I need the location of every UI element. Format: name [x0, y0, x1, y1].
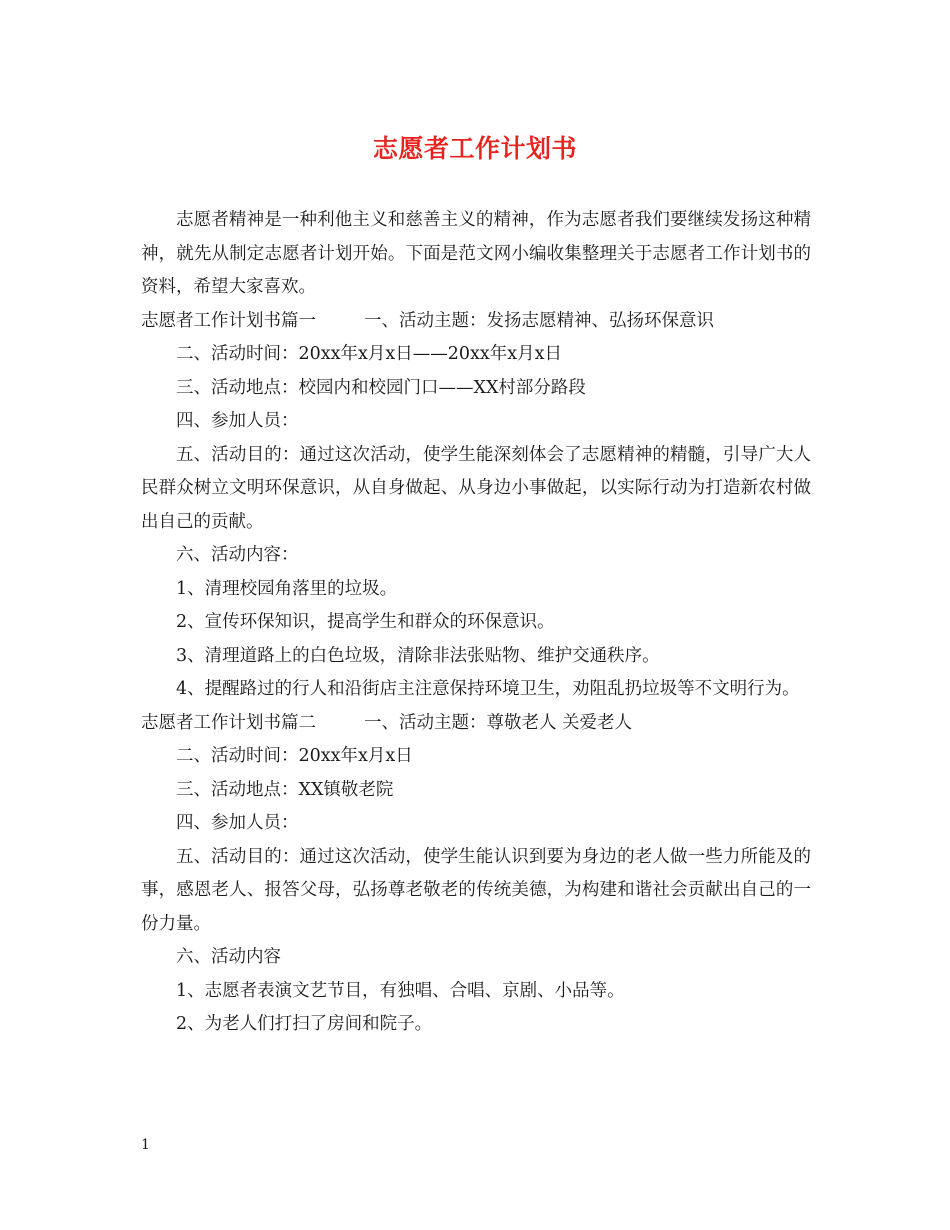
section2-place: 三、活动地点：XX镇敬老院 — [176, 779, 394, 800]
section1-item: 4、提醒路过的行人和沿街店主注意保持环境卫生，劝阻乱扔垃圾等不文明行为。 — [176, 679, 800, 699]
section2-heading: 志愿者工作计划书篇二 — [141, 712, 316, 733]
section1-heading-line — [141, 305, 811, 339]
section2-people: 四、参加人员： — [176, 813, 299, 833]
section2-theme: 一、活动主题：尊敬老人 关爱老人 — [364, 712, 633, 733]
section2-purpose: 五、活动目的：通过这次活动，使学生能认识到要为身边的老人做一些力所能及的事，感恩老人、报答父母，弘扬尊老敬老的传统美德，为构建和谐社会贡献出自己的一份力量。 — [141, 846, 811, 934]
section2-content-title: 六、活动内容 — [176, 947, 281, 967]
document-body — [141, 204, 811, 1042]
document-title: 志愿者工作计划书 — [372, 134, 577, 163]
section1-place: 三、活动地点：校园内和校园门口——XX村部分路段 — [176, 377, 586, 398]
section1-time: 二、活动时间：20xx年x月x日——20xx年x月x日 — [176, 344, 562, 364]
section1-item: 2、宣传环保知识，提高学生和群众的环保意识。 — [176, 612, 555, 632]
section2-item: 1、志愿者表演文艺节目，有独唱、合唱、京剧、小品等。 — [176, 980, 625, 1001]
section1-heading: 志愿者工作计划书篇一 — [141, 310, 316, 331]
section2-heading-line — [141, 707, 811, 741]
section1-people: 四、参加人员： — [176, 411, 299, 431]
section1-theme: 一、活动主题：发扬志愿精神、弘扬环保意识 — [364, 310, 714, 331]
section1-content-title: 六、活动内容： — [176, 545, 299, 565]
page-number: 1 — [141, 1137, 150, 1153]
section1-item: 3、清理道路上的白色垃圾，清除非法张贴物、维护交通秩序。 — [176, 645, 660, 666]
intro-paragraph: 志愿者精神是一种利他主义和慈善主义的精神，作为志愿者我们要继续发扬这种精神，就先从制定志愿者计划开始。下面是范文网小编收集整理关于志愿者工作计划书的资料，希望大家喜欢。 — [141, 210, 811, 297]
section2-item: 2、为老人们打扫了房间和院子。 — [176, 1014, 433, 1034]
section1-item: 1、清理校园角落里的垃圾。 — [176, 578, 398, 599]
section2-time: 二、活动时间：20xx年x月x日 — [176, 746, 413, 766]
section1-purpose: 五、活动目的：通过这次活动，使学生能深刻体会了志愿精神的精髓，引导广大人民群众树立文明环保意识，从自身做起、从身边小事做起，以实际行动为打造新农村做出自己的贡献。 — [141, 444, 811, 532]
